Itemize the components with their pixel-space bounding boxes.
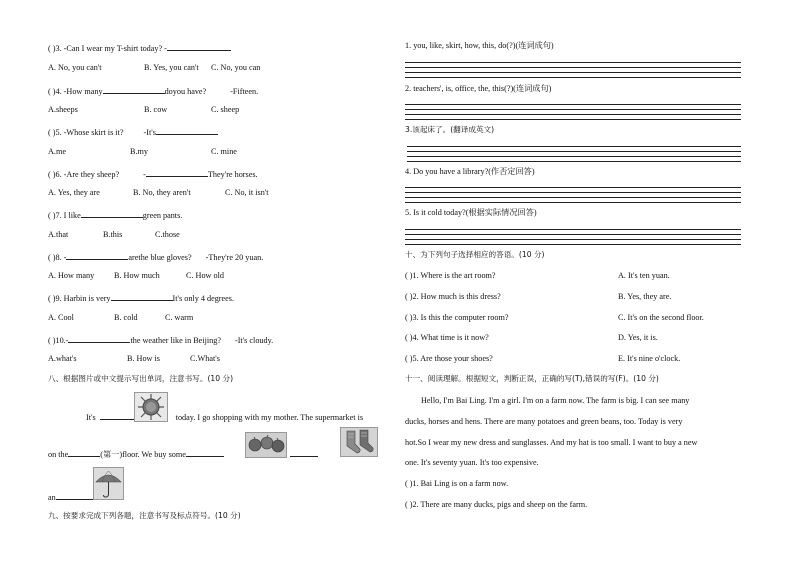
writing-line — [405, 244, 741, 245]
writing-line[interactable] — [405, 62, 741, 63]
socks-icon — [340, 427, 378, 457]
option-a: A. How many — [48, 271, 95, 280]
option-a: A.what's — [48, 354, 77, 363]
option-c: C. No, it isn't — [225, 188, 269, 197]
question-10: ( )10.- the weather like in Beijing? -It's cloudy. — [48, 333, 273, 346]
passage-line-3: hot.So I wear my new dress and sunglasses. And my hat is too small. I want to buy a new — [405, 438, 698, 447]
writing-line — [405, 114, 741, 115]
sun-icon — [134, 392, 168, 422]
answer-blank[interactable] — [290, 447, 318, 457]
section-9-item-1: 1. you, like, skirt, how, this, do(?)(连词成句) — [405, 41, 554, 50]
umbrella-icon — [93, 467, 124, 500]
writing-line — [405, 109, 741, 110]
option-a: A. Yes, they are — [48, 188, 100, 197]
option-c: C. mine — [211, 147, 237, 156]
option-a: A.that — [48, 230, 69, 239]
section-8-line-3: an — [48, 490, 94, 503]
writing-line — [405, 192, 741, 193]
option-b: B. How is — [127, 354, 160, 363]
writing-line[interactable] — [405, 104, 741, 105]
option-a: A. No, you can't — [48, 63, 102, 72]
writing-line — [405, 67, 741, 68]
question-4: ( )4. -How many doyou have? -Fifteen. — [48, 84, 258, 97]
writing-line — [405, 119, 741, 120]
writing-line — [405, 72, 741, 73]
match-question-5: ( )5. Are those your shoes? — [405, 354, 493, 363]
match-question-3: ( )3. Is this the computer room? — [405, 313, 509, 322]
question-7: ( )7. I like green pants. — [48, 208, 182, 221]
option-a: A. Cool — [48, 313, 74, 322]
question-9: ( )9. Harbin is very It's only 4 degrees. — [48, 291, 234, 304]
option-c: C. How old — [186, 271, 224, 280]
option-c: C.What's — [190, 354, 220, 363]
judgment-item-1: ( )1. Bai Ling is on a farm now. — [405, 479, 509, 488]
tomato-icon — [245, 432, 287, 458]
section-9-item-5: 5. Is it cold today?(根据实际情况回答) — [405, 208, 537, 217]
match-answer-a: A. It's ten yuan. — [618, 271, 670, 280]
option-c: C. warm — [165, 313, 194, 322]
writing-line — [407, 161, 741, 162]
answer-blank[interactable] — [56, 490, 94, 500]
answer-blank[interactable] — [68, 333, 130, 343]
match-answer-b: B. Yes, they are. — [618, 292, 672, 301]
writing-line[interactable] — [407, 146, 741, 147]
writing-line — [407, 151, 741, 152]
answer-blank[interactable] — [146, 167, 208, 177]
option-b: B. No, they aren't — [133, 188, 191, 197]
passage-line-4: one. It's seventy yuan. It's too expensive. — [405, 458, 539, 467]
option-b: B.this — [103, 230, 123, 239]
option-c: C.those — [155, 230, 180, 239]
option-b: B. How much — [114, 271, 160, 280]
section-8-line-1: It's today. I go shopping with my mother. The supermarket is — [86, 410, 363, 423]
answer-blank[interactable] — [111, 291, 173, 301]
match-question-1: ( )1. Where is the art room? — [405, 271, 496, 280]
answer-blank[interactable] — [156, 125, 218, 135]
writing-line — [405, 234, 741, 235]
answer-blank[interactable] — [68, 447, 100, 457]
answer-blank[interactable] — [103, 84, 165, 94]
writing-line — [405, 77, 741, 78]
match-question-4: ( )4. What time is it now? — [405, 333, 489, 342]
match-answer-c: C. It's on the second floor. — [618, 313, 704, 322]
option-a: A.sheeps — [48, 105, 78, 114]
question-6: ( )6. -Are they sheep? - They're horses. — [48, 167, 258, 180]
section-10-title: 十、为下列句子选择相应的答语。(10 分) — [405, 250, 545, 259]
section-9-title: 九、按要求完成下列各题，注意书写及标点符号。(10 分) — [48, 511, 241, 520]
section-9-item-4: 4. Do you have a library?(作否定回答) — [405, 167, 535, 176]
question-5: ( )5. -Whose skirt is it? -It's — [48, 125, 218, 138]
option-b: B. cold — [114, 313, 138, 322]
section-11-title: 十一、阅读理解。根据短文，判断正误，正确的写(T),错误的写(F)。(10 分) — [405, 374, 659, 383]
match-question-2: ( )2. How much is this dress? — [405, 292, 501, 301]
option-c: C. sheep — [211, 105, 240, 114]
option-a: A.me — [48, 147, 66, 156]
option-c: C. No, you can — [211, 63, 261, 72]
option-b: B. Yes, you can't — [144, 63, 199, 72]
question-8: ( )8. - arethe blue gloves? -They're 20 yuan. — [48, 250, 263, 263]
answer-blank[interactable] — [167, 41, 231, 51]
passage-line-1: Hello, I'm Bai Ling. I'm a girl. I'm on a farm now. The farm is big. I can see many — [421, 396, 690, 405]
judgment-item-2: ( )2. There are many ducks, pigs and sheep on the farm. — [405, 500, 588, 509]
answer-blank[interactable] — [81, 208, 143, 218]
option-b: B. cow — [144, 105, 168, 114]
section-9-item-3: 3.该起床了。(翻译成英文) — [405, 125, 495, 134]
passage-line-2: ducks, horses and hens. There are many potatoes and green beans, too. Today is very — [405, 417, 683, 426]
section-8-title: 八、根据图片或中文提示写出单词，注意书写。(10 分) — [48, 374, 234, 383]
writing-line[interactable] — [405, 229, 741, 230]
answer-blank[interactable] — [66, 250, 128, 260]
match-answer-d: D. Yes, it is. — [618, 333, 658, 342]
writing-line — [407, 156, 741, 157]
section-8-line-2: on the (第一)floor. We buy some — [48, 447, 366, 460]
answer-blank[interactable] — [100, 410, 138, 420]
writing-line — [405, 202, 741, 203]
question-3: ( )3. -Can I wear my T-shirt today? - — [48, 41, 231, 54]
option-b: B.my — [130, 147, 148, 156]
section-9-item-2: 2. teachers', is, office, the, this(?)(连词成句) — [405, 84, 552, 93]
match-answer-e: E. It's nine o'clock. — [618, 354, 681, 363]
writing-line — [405, 197, 741, 198]
writing-line — [405, 239, 741, 240]
writing-line[interactable] — [405, 187, 741, 188]
answer-blank[interactable] — [186, 447, 224, 457]
